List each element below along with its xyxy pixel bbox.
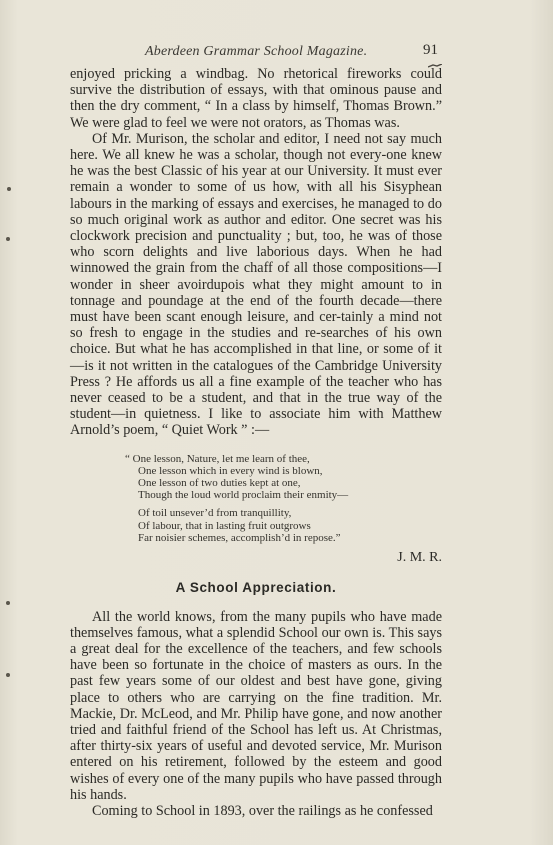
poem-stanza (125, 507, 442, 544)
paragraph-appreciation: All the world knows, from the many pupils who have made themselves famous, what a splendid School our own is. This says a great deal for the excellence of the teachers, and few schools have been so fortunate in the choice of masters as ours. In the past few years some of our oldest and best have gone, giving place to others who are carrying on the fine tradition. Mr. Mackie, Dr. McLeod, and Mr. Philip have gone, and now another tried and faithful friend of the School has left us. At Christmas, after thirty-six years of useful and devoted service, Mr. Murison entered on his retirement, followed by the esteem and good wishes of every one of the many pupils who have passed through his hands. (70, 608, 442, 803)
margin-speck (6, 601, 10, 605)
poem-line: Far noisier schemes, accomplish’d in repose.” (138, 531, 341, 544)
poem-line: One lesson which in every wind is blown, (138, 464, 323, 477)
poem-line: One lesson of two duties kept at one, (138, 477, 301, 490)
page-header (0, 44, 553, 64)
poem-line: Though the loud world proclaim their enmity— (138, 489, 349, 502)
paragraph-murison: Of Mr. Murison, the scholar and editor, I need not say much here. We all knew he was a scholar, though not every-one knew he was the best Classic of his year at our University. It must ever remain a wonder to some of us how, with all his Sisyphean labours in the marking of essays and exercises, he managed to do so much original work as author and editor. One secret was his clockwork precision and punctuality ; but, too, he was of those who scorn delights and live laborious days. When he had winnowed the grain from the chaff of all those compositions—I wonder in sheer avoirdupois what they might amount to in tonnage and poundage at the end of the fourth decade—there must have been scant enough leisure, and cer-tainly a mind not so fresh to engage in the studies and re-searches of his own choice. But what he has accomplished in that line, or some of it—is it not written in the catalogues of the Cambridge University Press ? He affords us all a fine example of the teacher who has never ceased to be a student, and that in the true way of the student—in quietness. I like to associate him with Matthew Arnold’s poem, “ Quiet Work ” :— (70, 130, 442, 439)
section-title: A School Appreciation. (175, 580, 337, 596)
running-title: Aberdeen Grammar School Magazine. (145, 44, 368, 59)
article-body (70, 66, 442, 819)
poem-line: Of toil unsever’d from tranquillity, (138, 507, 292, 520)
poem-quotation (125, 453, 442, 544)
margin-speck (7, 187, 11, 191)
paragraph-coming-to-school: Coming to School in 1893, over the railings as he confessed (92, 802, 433, 819)
poem-stanza (125, 453, 442, 502)
poem-line: Of labour, that in lasting fruit outgrows (138, 519, 311, 532)
page-number: 91 (423, 42, 438, 58)
poem-line: “ One lesson, Nature, let me learn of thee, (125, 452, 310, 465)
author-signature: J. M. R. (397, 550, 442, 566)
margin-speck (6, 237, 10, 241)
paragraph-continuation: enjoyed pricking a windbag. No rhetorical fireworks could survive the distribution of essays, with that ominous pause and then the dry comment, “ In a class by himself, Thomas Brown.” We were glad to feel we were not orators, as Thomas was. (70, 66, 442, 131)
margin-speck (6, 673, 10, 677)
